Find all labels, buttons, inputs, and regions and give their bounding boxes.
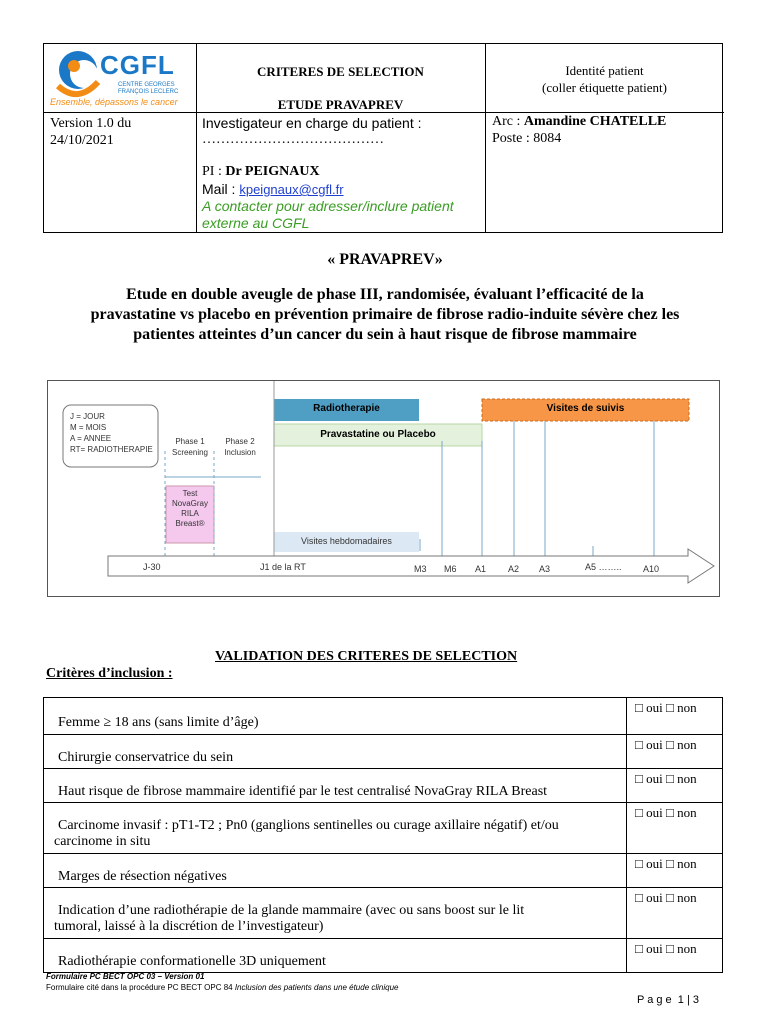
logo-sub1: CENTRE GEORGES	[118, 82, 175, 88]
inclusion-criteria-table	[43, 697, 723, 973]
study-name: ETUDE PRAVAPREV	[277, 97, 404, 112]
cgfl-logo	[48, 46, 194, 110]
visites-suivis-bar: Visites de suivis	[546, 403, 625, 414]
criterion-text: Indication d’une radiothérapie de la glande mammaire (avec ou sans boost sur le lit	[58, 903, 525, 918]
study-title-3: patientes atteintes d’un cancer du sein à haut risque de fibrose mammaire	[133, 326, 637, 343]
identity-label: Identité patient	[565, 63, 644, 78]
logo-sub2: FRANÇOIS LECLERC	[118, 89, 179, 95]
criterion-text: Femme ≥ 18 ans (sans limite d’âge)	[58, 715, 259, 730]
criterion-text: Haut risque de fibrose mammaire identifié par le test centralisé NovaGray RILA Breast	[58, 784, 548, 799]
inclusion-label: Critères d’inclusion :	[46, 666, 173, 681]
timeline-a5: A5 ……..	[585, 562, 622, 572]
mail-line	[202, 181, 344, 199]
legend-m: M = MOIS	[70, 423, 107, 432]
arc-label: Arc :	[492, 114, 524, 129]
timeline-a10: A10	[643, 564, 660, 574]
timeline-j30: J-30	[143, 562, 161, 572]
criterion-row	[44, 698, 722, 734]
timeline-a3: A3	[539, 564, 551, 574]
criterion-text: Chirurgie conservatrice du sein	[58, 750, 234, 765]
mail-link[interactable]: kpeignaux@cgfl.fr	[239, 182, 344, 197]
pravastatine-bar: Pravastatine ou Placebo	[320, 429, 436, 440]
arc-line	[492, 114, 666, 130]
timeline-j1: J1 de la RT	[260, 562, 306, 572]
arc-poste: Poste : 8084	[492, 131, 562, 146]
study-title-2: pravastatine vs placebo en prévention primaire de fibrose radio-induite sévère chez les	[90, 306, 680, 323]
test-box-4: Breast®	[175, 519, 205, 528]
criterion-row	[44, 938, 722, 972]
criterion-text: Carcinome invasif : pT1-T2 ; Pn0 (ganglions sentinelles ou curage axillaire négatif) et/ou	[58, 818, 559, 833]
criterion-text-cont: carcinome in situ	[54, 834, 151, 849]
phase1-sub: Screening	[171, 448, 209, 457]
criterion-row	[44, 853, 722, 887]
procedure-prefix: Formulaire cité dans la procédure PC BECT OPC 84	[46, 983, 235, 992]
investigator-label: Investigateur en charge du patient :	[202, 115, 422, 131]
study-schema	[47, 380, 720, 597]
investigator-field[interactable]: …………………………………	[202, 132, 384, 147]
logo-text: CGFL	[100, 50, 175, 80]
criterion-choice[interactable]: □ oui □ non	[626, 888, 722, 938]
contact-note-2: externe au CGFL	[202, 215, 310, 231]
pi-name: Dr PEIGNAUX	[225, 164, 320, 179]
test-box-1: Test	[182, 489, 198, 498]
visites-hebdo-bar: Visites hebdomadaires	[301, 536, 392, 546]
legend-a: A = ANNEE	[70, 434, 112, 443]
arc-name: Amandine CHATELLE	[523, 114, 667, 129]
page-number: P a g e 1 | 3	[637, 994, 699, 1006]
pi-line	[202, 164, 320, 180]
phase1-label: Phase 1	[175, 437, 205, 446]
validation-heading: VALIDATION DES CRITERES DE SELECTION	[215, 649, 518, 664]
procedure-ref	[46, 983, 399, 992]
timeline-a2: A2	[508, 564, 520, 574]
version-date: 24/10/2021	[50, 133, 114, 148]
pi-label: PI :	[202, 164, 226, 179]
timeline-m3: M3	[414, 564, 427, 574]
header-table	[43, 43, 723, 233]
test-box-3: RILA	[181, 509, 199, 518]
timeline-a1: A1	[475, 564, 487, 574]
phase2-sub: Inclusion	[224, 448, 256, 457]
criterion-choice[interactable]: □ oui □ non	[626, 735, 722, 768]
radiotherapie-bar: Radiotherapie	[313, 403, 380, 414]
criterion-row	[44, 887, 722, 938]
criterion-choice[interactable]: □ oui □ non	[626, 939, 722, 972]
timeline-m6: M6	[444, 564, 457, 574]
logo-tagline: Ensemble, dépassons le cancer	[50, 97, 178, 107]
criterion-row	[44, 802, 722, 853]
criterion-row	[44, 734, 722, 768]
study-acronym: « PRAVAPREV»	[327, 251, 443, 268]
criterion-text-cont: tumoral, laissé à la discrétion de l’investigateur)	[54, 919, 324, 934]
identity-hint: (coller étiquette patient)	[542, 80, 667, 95]
study-title-1: Etude en double aveugle de phase III, randomisée, évaluant l’efficacité de la	[126, 286, 644, 303]
version-label: Version 1.0 du	[50, 116, 132, 131]
phase2-label: Phase 2	[225, 437, 255, 446]
form-title: CRITERES DE SELECTION	[257, 64, 424, 79]
criterion-text: Radiothérapie conformationelle 3D uniquement	[58, 954, 326, 969]
test-box-2: NovaGray	[171, 499, 208, 508]
criterion-text: Marges de résection négatives	[58, 869, 227, 884]
legend-rt: RT= RADIOTHERAPIE	[70, 445, 153, 454]
contact-note-1: A contacter pour adresser/inclure patient	[202, 198, 454, 214]
criterion-choice[interactable]: □ oui □ non	[626, 854, 722, 887]
procedure-title: Inclusion des patients dans une étude clinique	[234, 983, 399, 992]
criterion-choice[interactable]: □ oui □ non	[626, 803, 722, 853]
criterion-choice[interactable]: □ oui □ non	[626, 769, 722, 802]
criterion-choice[interactable]: □ oui □ non	[626, 698, 722, 734]
mail-label: Mail :	[202, 181, 240, 197]
form-id: Formulaire PC BECT OPC 03 – Version 01	[46, 972, 205, 981]
criterion-row	[44, 768, 722, 802]
legend-j: J = JOUR	[70, 412, 105, 421]
